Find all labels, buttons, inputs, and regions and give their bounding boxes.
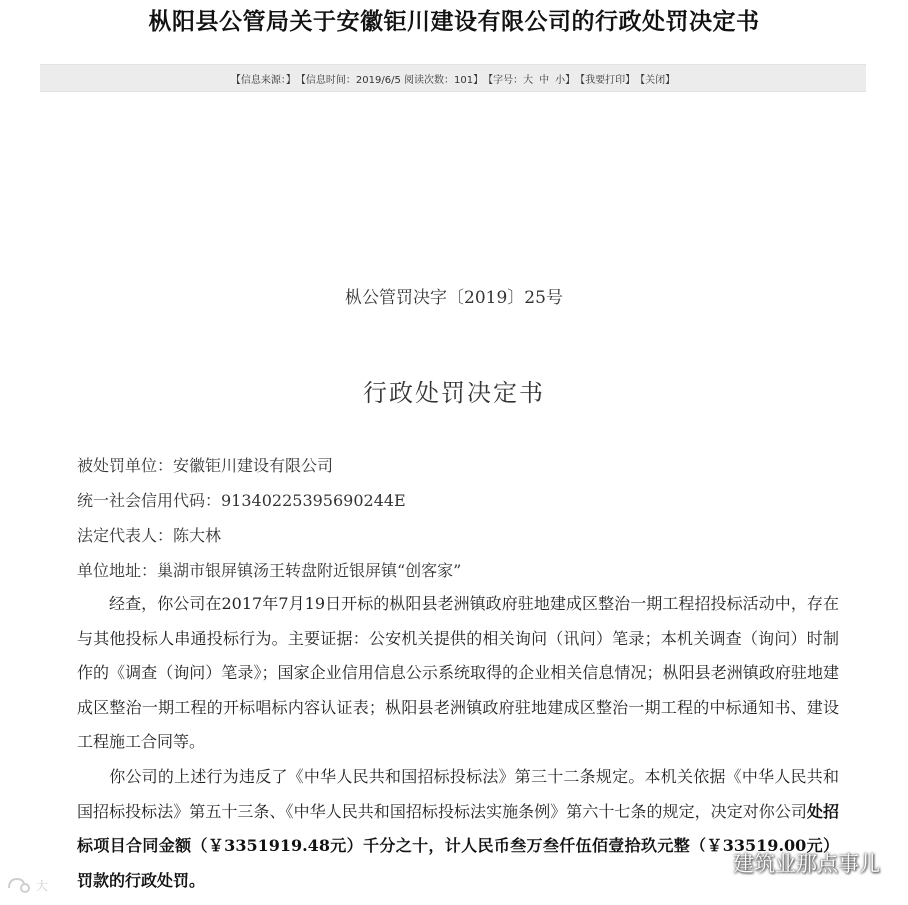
document-number: 枞公管罚决字〔2019〕25号 <box>345 288 563 308</box>
font-size-small-link[interactable]: 小】 <box>555 74 576 86</box>
corner-watermark-text: 大 <box>36 878 49 893</box>
print-link[interactable]: 【我要打印】 <box>575 74 636 86</box>
info-source: 【信息来源：】 <box>230 74 296 86</box>
info-time: 【信息时间：2019/6/5 阅读次数：101】 <box>295 74 484 86</box>
findings-text: 经查，你公司在2017年7月19日开标的枞阳县老洲镇政府驻地建成区整治一期工程招投标活动中，存在与其他投标人串通投标行为。主要证据：公安机关提供的相关询问（讯问）笔录；本机关调查（询问）时制作的《调查（询问）笔录》；国家企业信用信息公示系统取得的企业相关信息情况；枞阳县老洲镇政府驻地建成区整治一期工程的开标唱标内容认证表；枞阳县老洲镇政府驻地建成区整治一期工程的中标通知书、建设工程施工合同等。 <box>77 594 839 751</box>
font-size-large-link[interactable]: 大 <box>523 74 534 86</box>
corner-logo-icon <box>6 876 32 894</box>
page-title: 枞阳县公管局关于安徽钜川建设有限公司的行政处罚决定书 <box>148 8 760 35</box>
punished-unit: 被处罚单位：安徽钜川建设有限公司 <box>77 456 334 475</box>
penalty-amount: 处招标项目合同金额（￥3351919.48元）千分之十，计人民币叁万叁仟伍佰壹拾玖元整（￥33519.00元） <box>77 801 839 855</box>
credit-code: 统一社会信用代码：91340225395690244E <box>77 491 406 510</box>
font-size-medium-link[interactable]: 中 <box>539 74 550 86</box>
unit-address: 单位地址：巢湖市银屏镇汤王转盘附近银屏镇“创客家” <box>77 561 462 580</box>
document-heading: 行政处罚决定书 <box>363 379 545 407</box>
font-size-label: 【字号： <box>483 74 524 86</box>
watermark-account <box>695 848 880 878</box>
wechat-icon <box>695 850 729 876</box>
info-bar <box>40 64 866 92</box>
paragraph-findings <box>77 587 839 760</box>
watermark-corner <box>6 876 48 894</box>
decision-tail: 罚款的行政处罚。 <box>77 870 206 890</box>
decision-text: 你公司的上述行为违反了《中华人民共和国招标投标法》第三十二条规定。本机关依据《中华人民共和国招标投标法》第五十三条、《中华人民共和国招标投标法实施条例》第六十七条的规定，决定对你公司 <box>77 767 839 821</box>
legal-representative: 法定代表人：陈大林 <box>77 526 222 545</box>
watermark-text: 建筑业那点事儿 <box>733 852 880 876</box>
close-link[interactable]: 【关闭】 <box>635 74 676 86</box>
